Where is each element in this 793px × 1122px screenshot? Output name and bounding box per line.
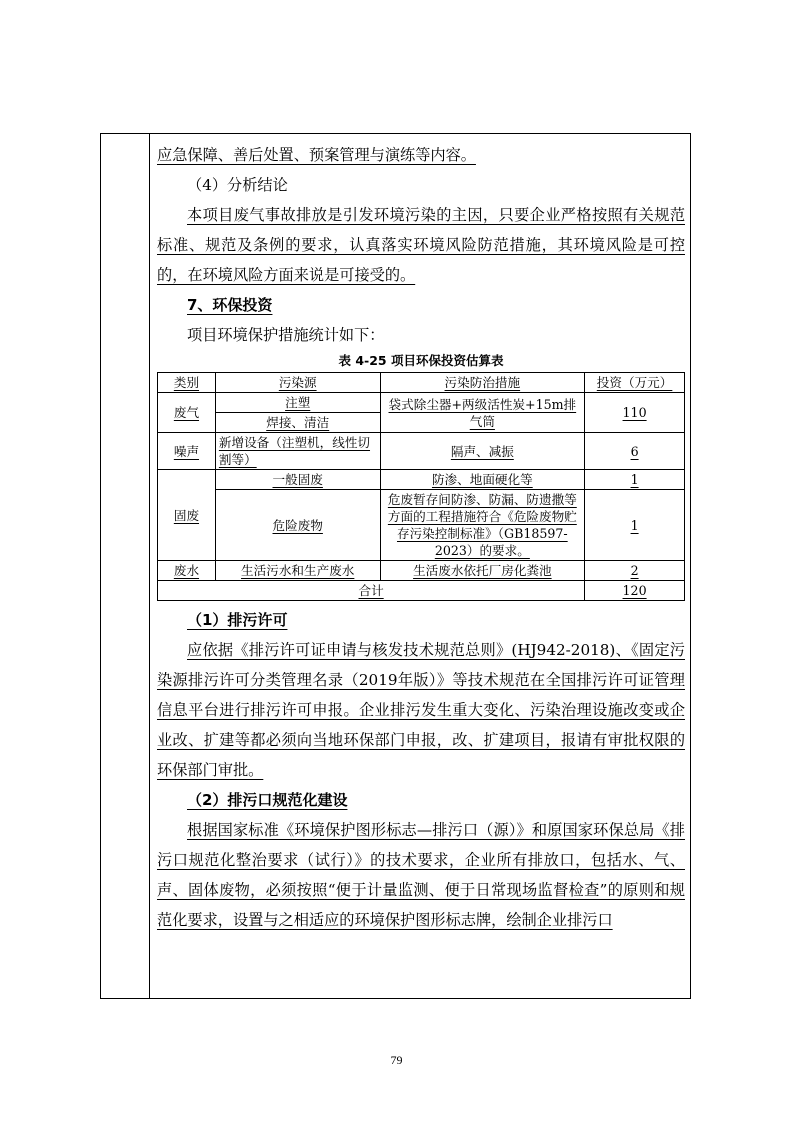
paragraph-permit: 应依据《排污许可证申请与核发技术规范总则》(HJ942-2018)、《固定污染源排污许可分类管理名录（2019年版）》等技术规范在全国排污许可证管理信息平台进行排污许可申报。企业排污发生重大变化、污染治理设施改变或企业改、扩建等都必须向当地环保部门申报，改、扩建项目，报请有审批权限的环保部门审批。	[157, 641, 685, 779]
cell-investment: 1	[585, 470, 685, 490]
cell-investment: 1	[585, 490, 685, 561]
cell-measure: 袋式除尘器+两级活性炭+15m排气筒	[380, 393, 585, 433]
heading-analysis-conclusion: （4）分析结论	[187, 176, 288, 194]
cell-measure: 防渗、地面硬化等	[380, 470, 585, 490]
cell-source: 注塑	[215, 393, 380, 413]
paragraph-conclusion: 本项目废气事故排放是引发环境污染的主因，只要企业严格按照有关规范标准、规范及条例的要求，认真落实环境风险防范措施，其环境风险是可控的，在环境风险方面来说是可接受的。	[157, 206, 685, 284]
table-row	[158, 393, 685, 413]
table-row	[158, 433, 685, 470]
header-investment: 投资（万元）	[585, 373, 685, 393]
cell-category: 固废	[158, 470, 216, 561]
table-row	[158, 490, 685, 561]
heading-permit: （1）排污许可	[187, 611, 288, 629]
cell-category: 噪声	[158, 433, 216, 470]
header-measure: 污染防治措施	[380, 373, 585, 393]
table-caption: 表 4-25 项目环保投资估算表	[338, 353, 504, 368]
header-source: 污染源	[215, 373, 380, 393]
cell-source: 焊接、清洁	[215, 413, 380, 433]
heading-outlet: （2）排污口规范化建设	[187, 791, 348, 809]
cell-source: 新增设备（注塑机，线性切割等）	[215, 433, 380, 470]
cell-total-label: 合计	[158, 581, 585, 601]
cell-investment: 110	[585, 393, 685, 433]
cell-investment: 6	[585, 433, 685, 470]
investment-table	[157, 372, 685, 601]
header-category: 类别	[158, 373, 216, 393]
cell-category: 废气	[158, 393, 216, 433]
content-column	[157, 140, 685, 935]
cell-measure: 生活废水依托厂房化粪池	[380, 561, 585, 581]
table-total-row	[158, 581, 685, 601]
table-row	[158, 561, 685, 581]
paragraph-table-intro: 项目环境保护措施统计如下：	[187, 326, 385, 344]
cell-measure: 隔声、减振	[380, 433, 585, 470]
page-number: 79	[390, 1053, 403, 1067]
cell-source: 生活污水和生产废水	[215, 561, 380, 581]
table-header-row	[158, 373, 685, 393]
paragraph-outlet: 根据国家标准《环境保护图形标志—排污口（源）》和原国家环保总局《排污口规范化整治要求（试行）》的技术要求，企业所有排放口，包括水、气、声、固体废物，必须按照“便于计量监测、便于日常现场监督检查”的原则和规范化要求，设置与之相适应的环境保护图形标志牌，绘制企业排污口	[157, 821, 685, 929]
cell-category: 废水	[158, 561, 216, 581]
cell-investment: 2	[585, 561, 685, 581]
table-row	[158, 470, 685, 490]
cell-source: 一般固废	[215, 470, 380, 490]
cell-source: 危险废物	[215, 490, 380, 561]
frame-column-divider	[149, 133, 150, 999]
paragraph-emergency: 应急保障、善后处置、预案管理与演练等内容。	[157, 146, 476, 164]
heading-env-investment: 7、环保投资	[187, 296, 273, 314]
cell-total-investment: 120	[585, 581, 685, 601]
cell-measure: 危废暂存间防渗、防漏、防遗撒等方面的工程措施符合《危险废物贮存污染控制标准》（GB18597-2023）的要求。	[380, 490, 585, 561]
